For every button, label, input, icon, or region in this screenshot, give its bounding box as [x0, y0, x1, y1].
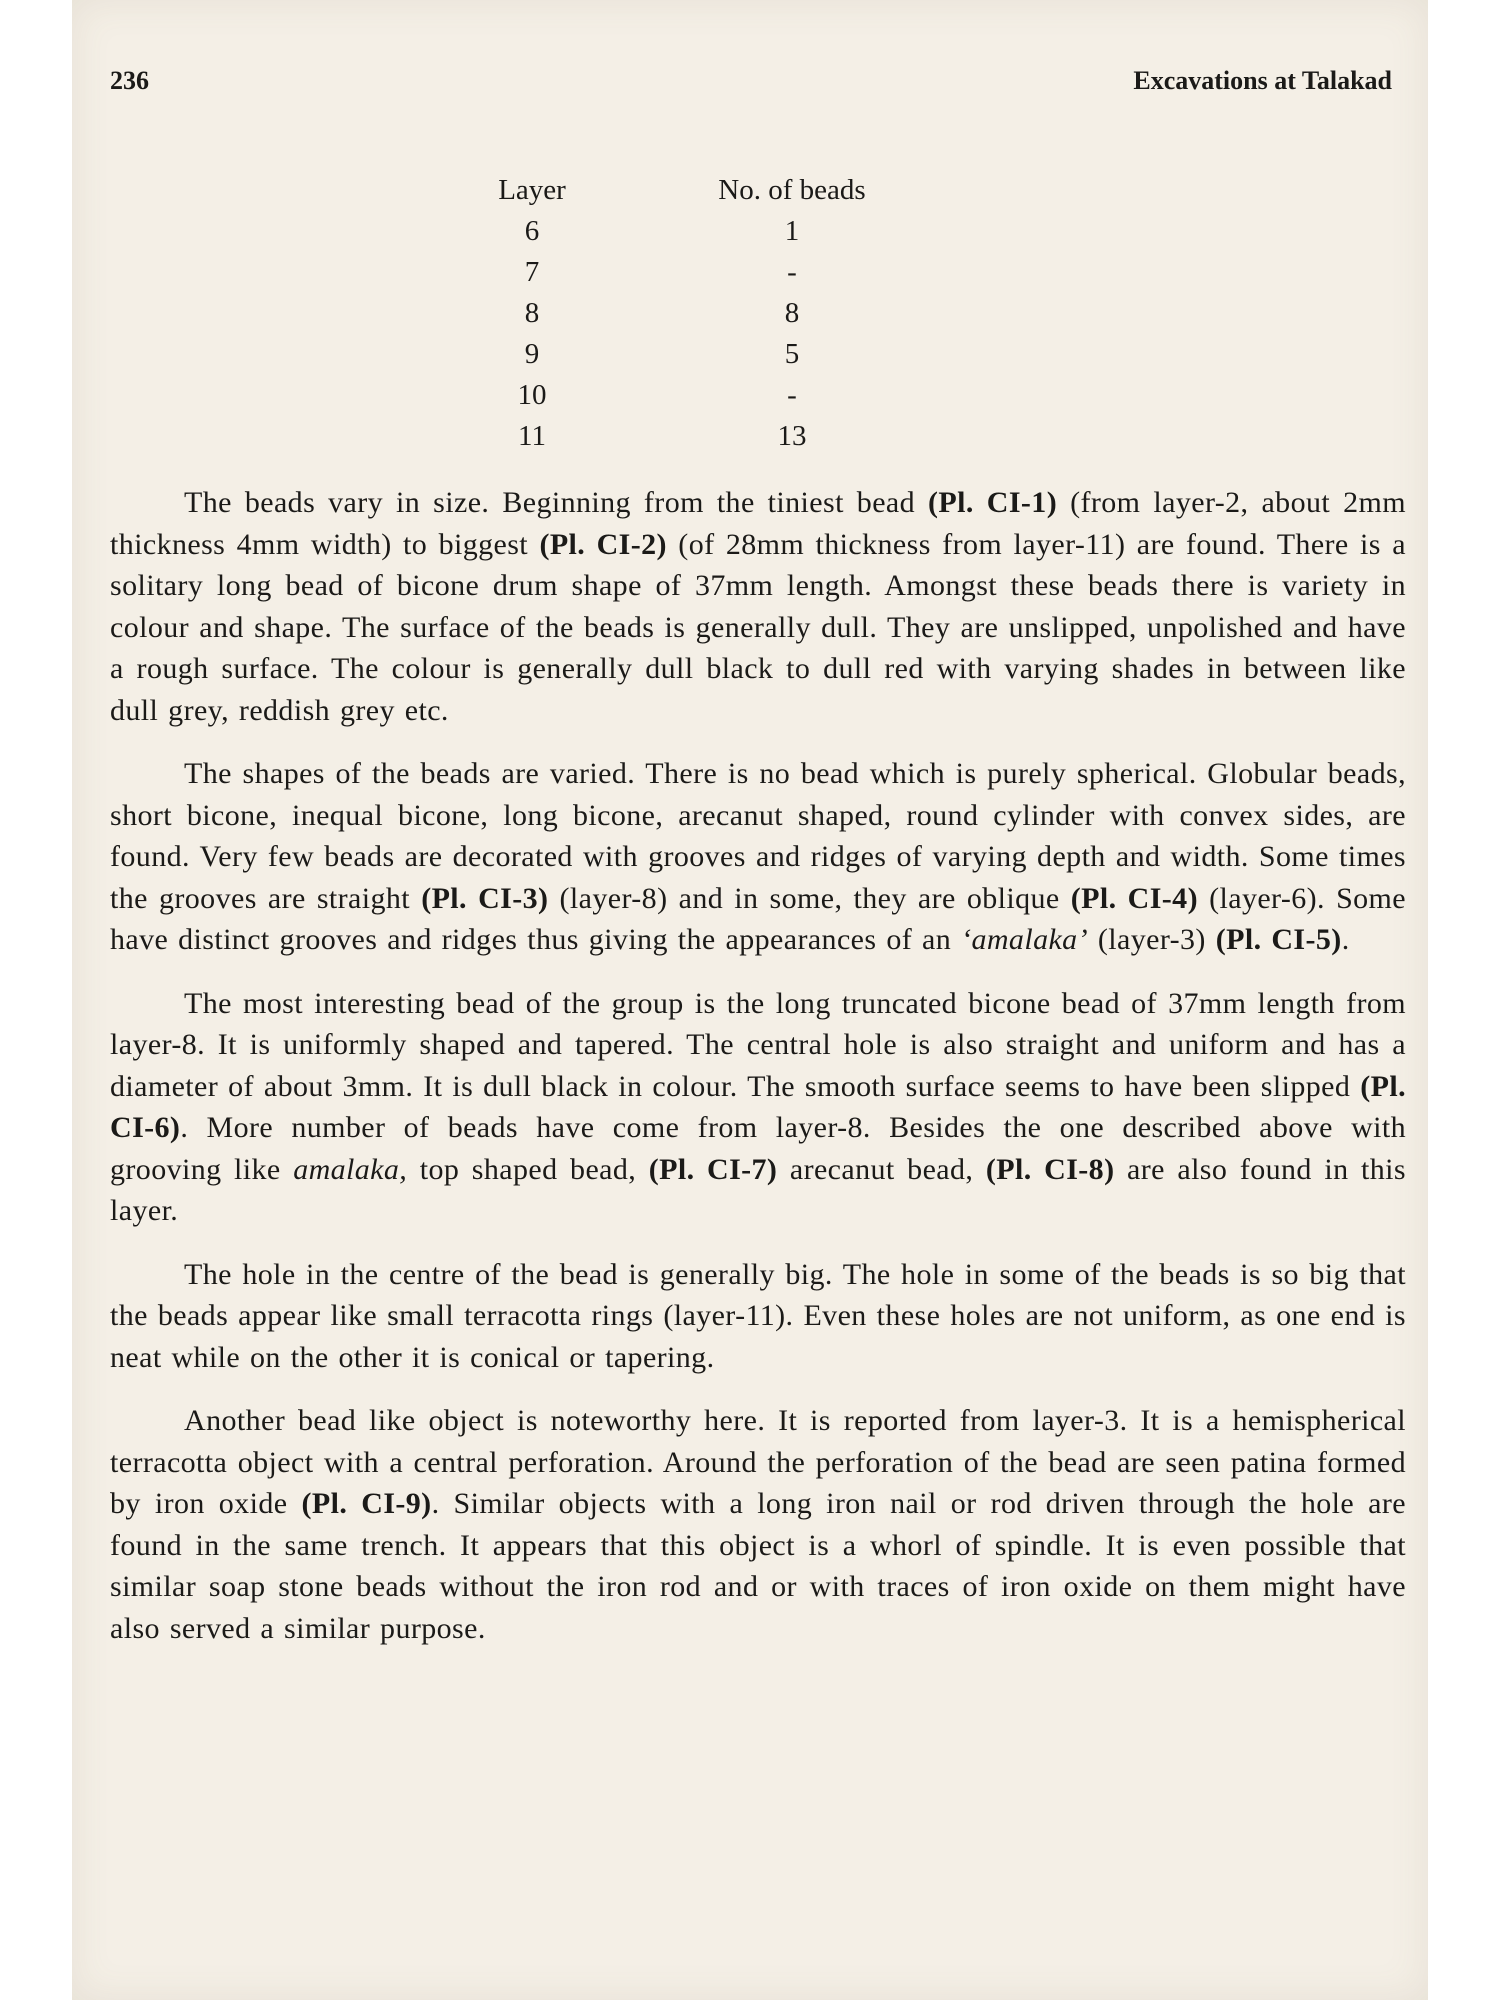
text-run: The shapes of the beads are varied. There is no bead which is purely spherical. Globular beads, short bicone, inequal bicone, long bicone, arecanut shaped, round cylinder with convex sides, are found. Very few beads are decorated with grooves and ridges of varying depth and width. Some times the grooves are straight: [110, 757, 1406, 915]
running-title: Excavations at Talakad: [1133, 66, 1392, 95]
text-run: .: [1341, 923, 1350, 956]
text-run: . More number of beads have come from layer-8. Besides the one described above with grooving like: [110, 1111, 1406, 1186]
table-header-row: [472, 170, 1072, 211]
plate-reference: (Pl. CI-6): [110, 1069, 1406, 1144]
layer-cell: 6: [524, 215, 540, 247]
text-run: arecanut bead,: [777, 1152, 986, 1186]
italic-term: amalaka,: [293, 1152, 408, 1186]
beads-count-cell: -: [787, 256, 797, 288]
text-run: are also found in this layer.: [110, 1152, 1406, 1227]
table-row: [472, 211, 1072, 252]
text-run: . Similar objects with a long iron nail or rod driven through the hole are found in the same trench. It appears that this object is a whorl of spindle. It is even possible that similar soap stone beads without the iron rod and or with traces of iron oxide on them might have also served a similar purpose.: [110, 1487, 1406, 1645]
beads-count-cell: 5: [784, 338, 800, 370]
text-run: (from layer-2, about 2mm thickness 4mm width) to biggest: [110, 486, 1406, 561]
plate-reference: (Pl. CI-7): [648, 1152, 778, 1186]
beads-count-cell: -: [787, 379, 797, 411]
text-run: (of 28mm thickness from layer-11) are found. There is a solitary long bead of bicone drum shape of 37mm length. Amongst these beads there is variety in colour and shape. The surface of the beads is generally dull. They are unslipped, unpolished and have a rough surface. The colour is generally dull black to dull red with varying shades in between like dull grey, reddish grey etc.: [110, 527, 1406, 727]
layer-cell: 8: [524, 297, 540, 329]
text-run: The beads vary in size. Beginning from the tiniest bead: [184, 486, 929, 519]
table-row: [472, 293, 1072, 334]
paragraph-bead-holes: [110, 1254, 1406, 1379]
paragraph-spindle-whorl: [110, 1400, 1406, 1649]
paragraph-bead-sizes: [110, 482, 1406, 731]
column-header-beads: No. of beads: [718, 174, 866, 206]
plate-reference: (Pl. CI-9): [301, 1487, 432, 1520]
plate-reference: (Pl. CI-5): [1215, 923, 1342, 956]
page-number: 236: [110, 66, 149, 95]
table-row: [472, 252, 1072, 293]
page-header: [110, 66, 1392, 106]
layer-cell: 7: [524, 256, 540, 288]
beads-count-cell: 13: [777, 420, 807, 452]
beads-per-layer-table: [472, 170, 1072, 457]
table-row: [472, 416, 1072, 457]
plate-reference: (Pl. CI-2): [539, 527, 667, 561]
italic-term: ‘amalaka’: [961, 923, 1088, 956]
text-run: top shaped bead,: [407, 1152, 649, 1186]
plate-reference: (Pl. CI-3): [421, 881, 549, 915]
text-run: Another bead like object is noteworthy here. It is reported from layer-3. It is a hemispherical terracotta object with a central perforation. Around the perforation of the bead are seen patina formed by iron oxide: [110, 1404, 1406, 1520]
table-row: [472, 334, 1072, 375]
plate-reference: (Pl. CI-8): [985, 1152, 1115, 1186]
text-run: (layer-8) and in some, they are oblique: [548, 881, 1071, 915]
paragraph-bicone-bead: [110, 983, 1406, 1232]
column-header-layer: Layer: [498, 174, 566, 206]
text-run: The most interesting bead of the group is the long truncated bicone bead of 37mm length from layer-8. It is uniformly shaped and tapered. The central hole is also straight and uniform and has a diameter of about 3mm. It is dull black in colour. The smooth surface seems to have been slipped: [110, 986, 1406, 1103]
plate-reference: (Pl. CI-1): [928, 486, 1058, 519]
beads-count-cell: 8: [784, 297, 800, 329]
body-text: [110, 482, 1406, 1671]
layer-cell: 11: [518, 420, 546, 452]
book-page: [72, 0, 1428, 2000]
beads-count-cell: 1: [784, 215, 800, 247]
text-run: The hole in the centre of the bead is generally big. The hole in some of the beads is so big that the beads appear like small terracotta rings (layer-11). Even these holes are not uniform, as one end is neat while on the other it is conical or tapering.: [110, 1257, 1406, 1374]
text-run: (layer-3): [1087, 923, 1216, 956]
text-run: (layer-6). Some have distinct grooves and ridges thus giving the appearances of an: [110, 881, 1406, 956]
table-row: [472, 375, 1072, 416]
plate-reference: (Pl. CI-4): [1070, 881, 1198, 915]
paragraph-bead-shapes: [110, 753, 1406, 961]
layer-cell: 10: [517, 379, 547, 411]
layer-cell: 9: [524, 338, 540, 370]
